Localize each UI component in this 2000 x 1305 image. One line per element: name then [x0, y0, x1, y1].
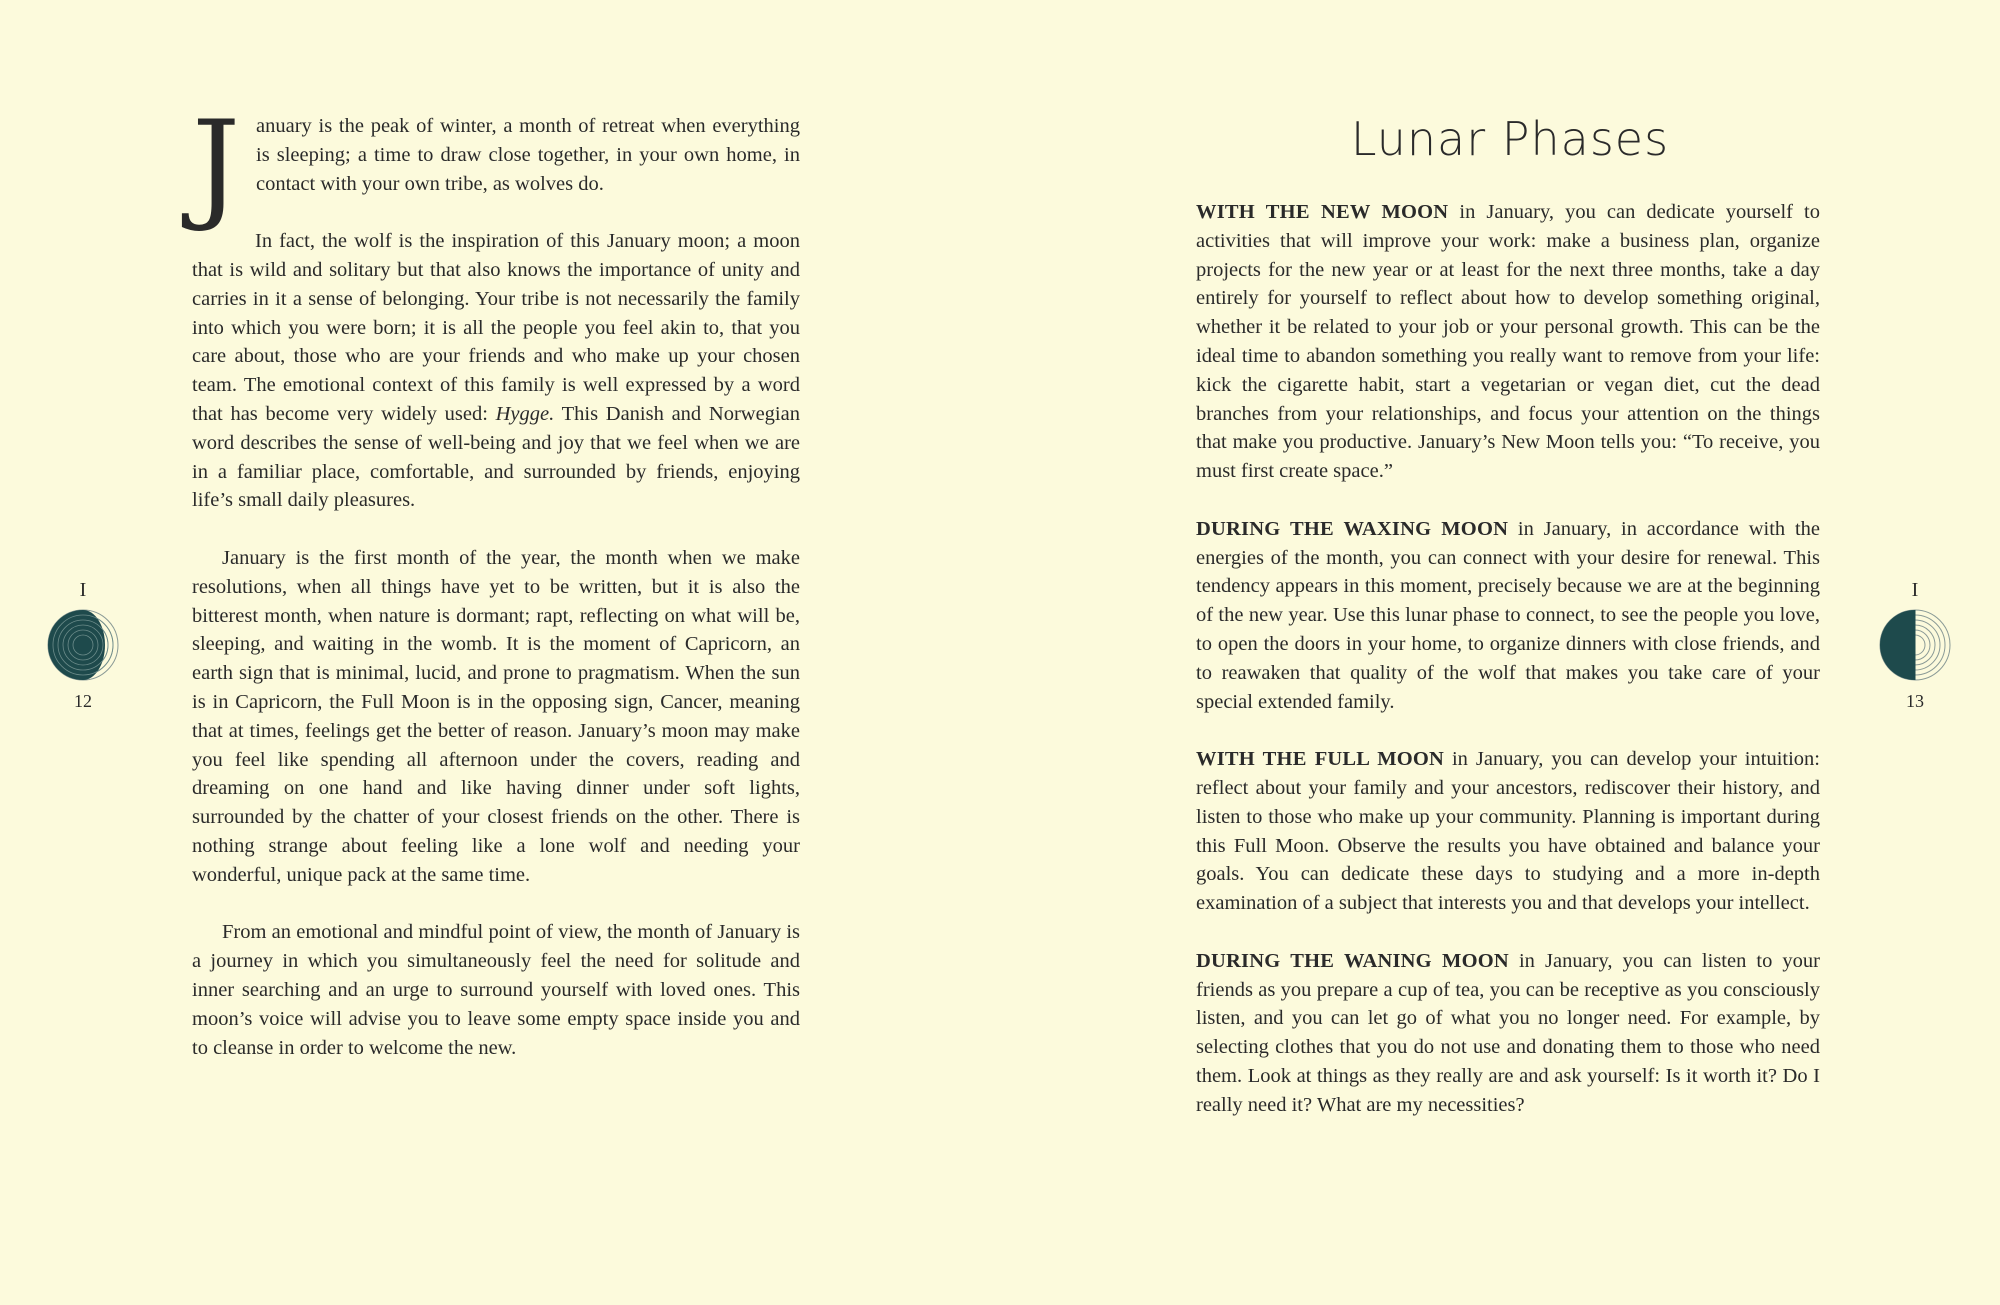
hygge-word: Hygge. [495, 402, 555, 425]
new-moon-section [1196, 198, 1820, 486]
section-lead: DURING THE WAXING MOON [1196, 517, 1509, 540]
opening-paragraph-text: anuary is the peak of winter, a month of retreat when everything is sleeping; a time to draw close together, in your own home, in contact with your own tribe, as wolves do. [256, 115, 800, 195]
page-number: 13 [1906, 691, 1924, 711]
left-folio [43, 578, 123, 712]
mindful-paragraph: From an emotional and mindful point of view, the month of January is a journey in which you simultaneously feel the need for solitude and inner searching and an urge to surround yourself with loved ones. This moon’s voice will advise you to leave some empty space inside you and to cleanse in order to welcome the new. [192, 921, 800, 1059]
opening-paragraph [192, 96, 800, 235]
page-heading: Lunar Phases [1350, 112, 1670, 166]
section-lead: DURING THE WANING MOON [1196, 949, 1509, 972]
right-body-text [1196, 198, 1820, 1148]
section-text: in January, you can dedicate yourself to activities that will improve your work: make a business plan, organize projects for the new year or at least for the next three months, take a day entirely for yourself to reflect about how to develop something original, whether it be related to your job or your personal growth. This can be the ideal time to abandon something you really want to remove from your life: kick the cigarette habit, start a vegetarian or vegan diet, cut the dead branches from your relationships, and focus your attention on the things that make you productive. January’s New Moon tells you: “To receive, you must first create space.” [1196, 201, 1820, 483]
full-moon-section [1196, 745, 1820, 918]
waxing-crescent-moon-icon [46, 608, 120, 682]
drop-cap: J [192, 96, 241, 235]
section-text: in January, in accordance with the energies of the month, you can connect with your desire for renewal. This tendency appears in this moment, precisely because we are at the beginning of the new year. Use this lunar phase to connect, to see the people you love, to open the doors in your home, to organize dinners with close friends, and to reawaken that quality of the wolf that makes you take care of your special extended family. [1196, 517, 1820, 713]
wolf-paragraph [192, 227, 800, 515]
right-page [1000, 0, 2000, 1305]
section-text: in January, you can develop your intuition: reflect about your family and your ancestors, rediscover their history, and listen to those who make up your community. Planning is important during this Full Moon. Observe the results you have obtained and balance your goals. You can dedicate these days to studying and a more in-depth examination of a subject that interests you and that develops your intellect. [1196, 748, 1820, 915]
wolf-paragraph-text: In fact, the wolf is the inspiration of this January moon; a moon that is wild and solitary but that also knows the importance of unity and carries in it a sense of belonging. Your tribe is not necessarily the family into which you were born; it is all the people you feel akin to, that you care about, those who are your friends and who make up your chosen team. The emotional context of this family is well expressed by a word that has become very widely used: [192, 230, 800, 425]
section-lead: WITH THE FULL MOON [1196, 748, 1445, 771]
section-text: in January, you can listen to your friends as you prepare a cup of tea, you can be receptive as you consciously listen, and you can let go of what you no longer need. For example, by selecting clothes that you do not use and donating them to those who need them. Look at things as they really are and ask yourself: Is it worth it? Do I really need it? What are my necessities? [1196, 949, 1821, 1116]
first-month-paragraph: January is the first month of the year, the month when we make resolutions, when all things have yet to be written, but it is also the bitterest month, when nature is dormant; rapt, reflecting on what will be, sleeping, and waiting in the womb. It is the moment of Capricorn, an earth sign that is minimal, lucid, and prone to pragmatism. When the sun is in Capricorn, the Full Moon is in the opposing sign, Cancer, meaning that at times, feelings get the better of reason. January’s moon may make you feel like spending all afternoon under the covers, reading and dreaming on one hand and like having dinner under soft lights, surrounded by the chatter of your closest friends on the other. There is nothing strange about feeling like a lone wolf and needing your wonderful, unique pack at the same time. [192, 546, 800, 886]
chapter-roman-numeral: I [79, 579, 87, 601]
half-moon-icon [1878, 608, 1952, 682]
wolf-paragraph-text-end: This Danish and Norwegian word describes the sense of well-being and joy that we feel when we are in a familiar place, comfortable, and surrounded by friends, enjoying life’s small daily pleasures. [192, 402, 800, 512]
waning-moon-section [1196, 947, 1820, 1120]
chapter-roman-numeral: I [1911, 579, 1919, 601]
section-lead: WITH THE NEW MOON [1196, 201, 1449, 223]
left-body-text [192, 96, 800, 1091]
waxing-moon-section [1196, 515, 1820, 717]
page-number: 12 [74, 691, 92, 711]
right-folio [1875, 578, 1955, 712]
